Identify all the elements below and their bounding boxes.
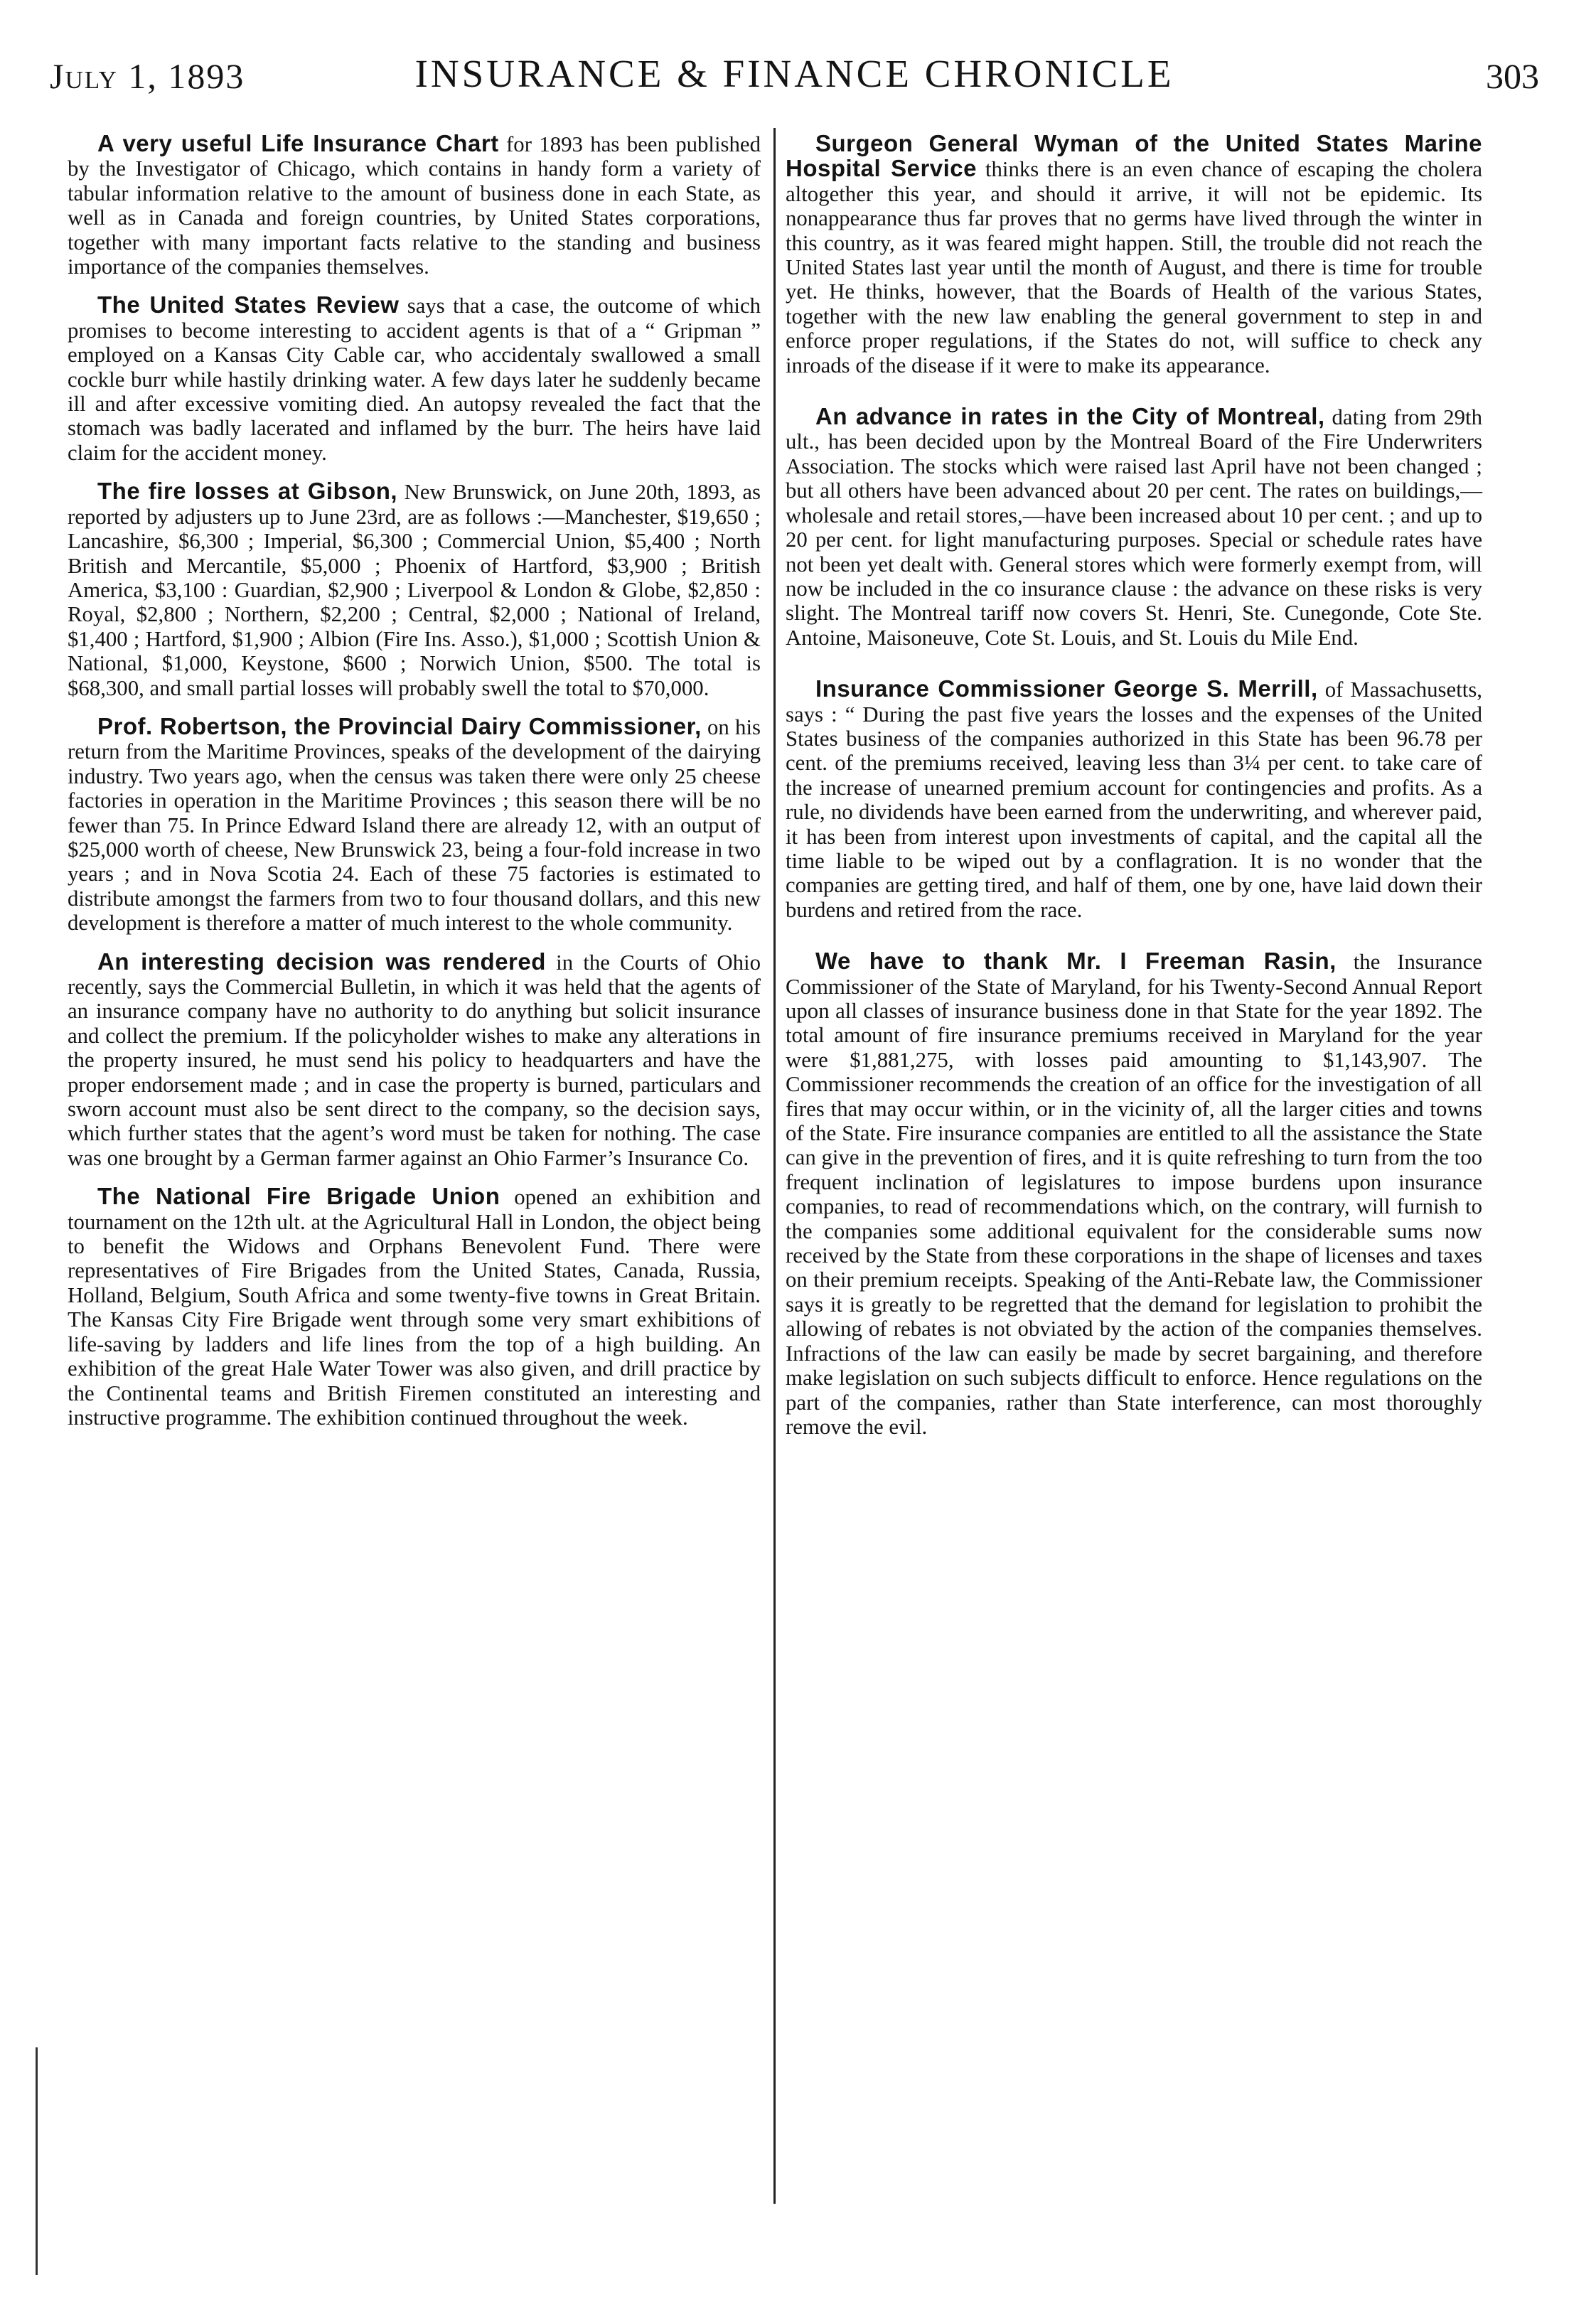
left-column bbox=[68, 132, 761, 1444]
article-commissioner-merrill bbox=[786, 677, 1482, 922]
article-body: the Insurance Commissioner of the State of Maryland, for his Twenty-Second Annual Report upon all classes of insurance business done in that State for the year 1892. The total amount of fire insurance premiums received in Maryland for the year were $1,881,275, with losses paid amounting to $1,143,907. The Commissioner recommends the creation of an office for the investigation of all fires that may occur within, or in the vicinity of, all the larger cities and towns of the State. Fire insurance companies are entitled to all the assistance the State can give in the prevention of fires, and it is quite refreshing to turn from the too frequent inclination of legislatures to impose burdens upon insurance companies, to read of recommendations which, on the contrary, will furnish to the companies some additional equivalent for the considerable sums now received by the State from these corporations in the shape of licenses and taxes on their premium receipts. Speaking of the Anti-Rebate law, the Commissioner says it is greatly to be regretted that the demand for legislation to prohibit the allowing of rebates is not obviated by the action of the companies themselves. Infractions of the law can easily be made by secret bargaining, and therefore make legislation on such subjects difficult to enforce. Hence regulations on the part of the companies, rather than State interference, can most thoroughly remove the evil. bbox=[786, 950, 1482, 1439]
article-lead: A very useful Life Insurance Chart bbox=[97, 130, 499, 156]
article-dairy-commissioner bbox=[68, 714, 761, 936]
article-lead: An interesting decision was rendered bbox=[97, 948, 546, 975]
article-lead: The United States Review bbox=[97, 291, 400, 318]
article-fire-brigade-union bbox=[68, 1184, 761, 1430]
article-lead: Prof. Robertson, the Provincial Dairy Commissioner, bbox=[97, 712, 702, 739]
article-lead: The National Fire Brigade Union bbox=[97, 1183, 500, 1210]
margin-mark bbox=[36, 2047, 38, 2275]
article-lead: Surgeon General Wyman of the United States Marine Hospital Service bbox=[786, 130, 1482, 182]
column-divider bbox=[773, 128, 776, 2204]
page-number: 303 bbox=[1486, 56, 1539, 96]
article-lead: The fire losses at Gibson, bbox=[97, 478, 398, 505]
article-body: New Brunswick, on June 20th, 1893, as reported by adjusters up to June 23rd, are as follows :—Manchester, $19,650 ; Lancashire, $6,300 ; Imperial, $6,300 ; Commercial Union, $5,400 ; North British and Mercantile, $5,000 ; Phoenix of Hartford, $3,900 ; British America, $3,100 : Guardian, $2,900 ; Liverpool & London & Globe, $2,850 : Royal, $2,800 ; Northern, $2,200 ; Central, $2,000 ; National of Ireland, $1,400 ; Hartford, $1,900 ; Albion (Fire Ins. Asso.), $1,000 ; Scottish Union & National, $1,000, Keystone, $600 ; Norwich Union, $500. The total is $68,300, and small partial losses will probably swell the total to $70,000. bbox=[68, 480, 761, 700]
issue-date: July 1, 1893 bbox=[50, 56, 245, 96]
article-body: in the Courts of Ohio recently, says the Commercial Bulletin, in which it was held that the agents of an insurance company have no authority to do anything but solicit insurance and collect the premium. If the policyholder wishes to make any alterations in the property insured, he must send his policy to headquarters and have the proper endorsement made ; and in case the property is burned, particulars and sworn account must also be sent direct to the company, so the decision says, which further states that the agent’s word must be taken for nothing. The case was one brought by a German farmer against an Ohio Farmer’s Insurance Co. bbox=[68, 950, 761, 1170]
article-gibson-fire-losses bbox=[68, 479, 761, 700]
article-body: says that a case, the outcome of which promises to become interesting to accident agents is that of a “ Gripman ” employed on a Kansas City Cable car, who accidentaly swallowed a small cockle burr while hastily drinking water. A few days later he suddenly became ill and after excessive vomiting died. An autopsy revealed the fact that the stomach was badly lacerated and inflamed by the burr. The heirs have laid claim for the accident money. bbox=[68, 294, 761, 465]
article-body: for 1893 has been published by the Investigator of Chicago, which contains in handy form a variety of tabular information relative to the amount of business done in each State, as well as in Canada and foreign countries, by United States corporations, together with many important facts relative to the standing and business importance of the companies themselves. bbox=[68, 132, 761, 279]
article-lead: An advance in rates in the City of Montreal, bbox=[815, 403, 1325, 430]
article-body: on his return from the Maritime Provinces, speaks of the development of the dairying industry. Two years ago, when the census was taken there were only 25 cheese factories in operation in the Maritime Provinces ; this season there will be no fewer than 75. In Prince Edward Island there are already 12, with an output of $25,000 worth of cheese, New Brunswick 23, being a four-fold increase in two years ; and in Nova Scotia 24. Each of these 75 factories is estimated to distribute amongst the farmers from two to four thousand dollars, and this new development is therefore a matter of much interest to the whole community. bbox=[68, 714, 761, 936]
article-body: of Massachusetts, says : “ During the past five years the losses and the expenses of the United States business of the companies authorized in this State has been 96.78 per cent. of the premiums received, leaving less than 3¼ per cent. to take care of the increase of unearned premium account for contingencies and profits. As a rule, no dividends have been earned from the underwriting, and wherever paid, it has been from interest upon investments of capital, and the capital all the time liable to be wiped out by a conflagration. It is no wonder that the companies are getting tired, and half of them, one by one, have laid down their burdens and retired from the race. bbox=[786, 677, 1483, 922]
article-body: opened an exhibition and tournament on the 12th ult. at the Agricultural Hall in London, the object being to benefit the Widows and Orphans Benevolent Fund. There were representatives of Fire Brigades from the United States, Canada, Russia, Holland, Belgium, South Africa and some twenty-five towns in Great Britain. The Kansas City Fire Brigade went through some very smart exhibitions of life-saving by ladders and life lines from the top of a high building. An exhibition of the great Hale Water Tower was also given, and drill practice by the Continental teams and British Firemen constituted an interesting and instructive programme. The exhibition continued throughout the week. bbox=[68, 1185, 761, 1430]
article-life-insurance-chart bbox=[68, 132, 761, 279]
article-surgeon-general-wyman bbox=[786, 132, 1482, 377]
article-montreal-rates bbox=[786, 404, 1482, 650]
right-column bbox=[786, 132, 1482, 1466]
article-united-states-review bbox=[68, 293, 761, 465]
article-body: dating from 29th ult., has been decided upon by the Montreal Board of the Fire Underwriters Association. The stocks which were raised last April have not been changed ; but all others have been advanced about 20 per cent. The rates on buildings,—wholesale and retail stores,—have been increased about 10 per cent. ; and up to 20 per cent. for light manufacturing purposes. Special or schedule rates have not been yet dealt with. General stores which were formerly exempt from, will now be included in the co insurance clause : the advance on these risks is very slight. The Montreal tariff now covers St. Henri, Ste. Cunegonde, Cote Ste. Antoine, Maisoneuve, Cote St. Louis, and St. Louis du Mile End. bbox=[786, 405, 1482, 650]
page-header bbox=[50, 48, 1539, 105]
article-maryland-report bbox=[786, 949, 1482, 1439]
article-body: thinks there is an even chance of escaping the cholera altogether this year, and should it arrive, it will not be epidemic. Its nonappearance thus far proves that no germs have lived through the winter in this country, as it was feared might happen. Still, the trouble did not reach the United States last year until the month of August, and there is time for trouble yet. He thinks, however, that the Boards of Health of the various States, together with the new law enabling the general government to step in and enforce proper regulations, if the States do not, will suffice to check any inroads of the disease if it were to make its appearance. bbox=[786, 157, 1483, 377]
article-lead: Insurance Commissioner George S. Merrill, bbox=[815, 675, 1318, 702]
article-lead: We have to thank Mr. I Freeman Rasin, bbox=[815, 948, 1337, 975]
article-ohio-decision bbox=[68, 950, 761, 1171]
publication-title: INSURANCE & FINANCE CHRONICLE bbox=[414, 52, 1174, 95]
